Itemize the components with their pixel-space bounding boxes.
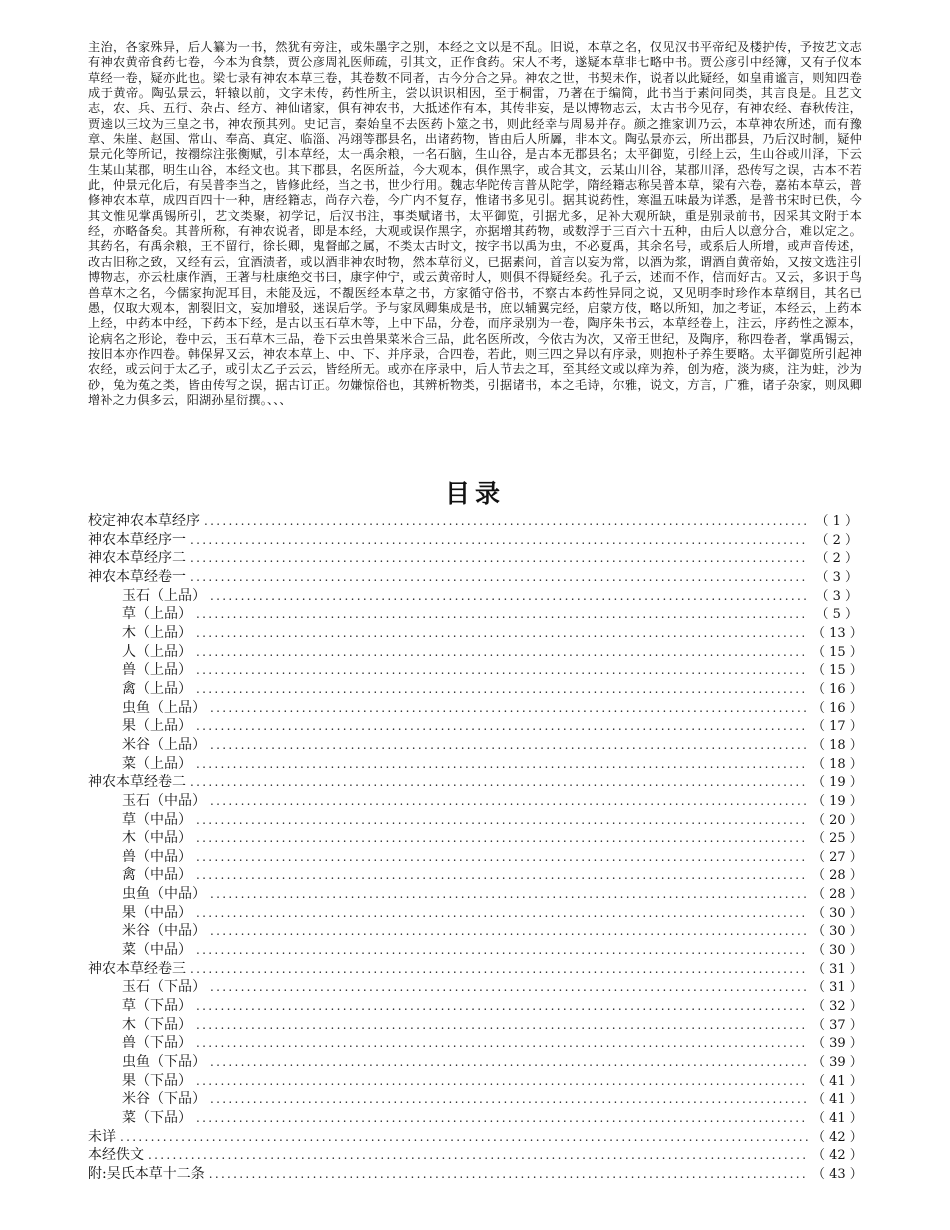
toc-dot-leader [196, 643, 808, 662]
toc-entry-title: 木（中品） [122, 830, 192, 847]
toc-entry-page: （ 5 ） [815, 607, 858, 623]
toc-dot-leader [190, 549, 808, 568]
toc-entry-title: 虫鱼（下品） [122, 1054, 206, 1071]
toc-entry[interactable] [88, 885, 863, 904]
toc-entry-title: 禽（中品） [122, 867, 192, 884]
toc-entry[interactable] [88, 643, 863, 662]
toc-entry-title: 果（中品） [122, 904, 192, 921]
toc-entry-page: （ 17 ） [812, 719, 863, 735]
toc-entry-page: （ 39 ） [812, 1036, 863, 1052]
toc-entry[interactable] [88, 922, 863, 941]
toc-dot-leader [210, 1090, 808, 1109]
toc-entry-page: （ 31 ） [812, 961, 863, 977]
toc-dot-leader [196, 1016, 808, 1035]
toc-entry-title: 兽（上品） [122, 662, 192, 679]
toc-entry-page: （ 43 ） [812, 1166, 863, 1182]
toc-dot-leader [196, 866, 808, 885]
toc-entry[interactable] [88, 512, 858, 531]
toc-entry-page: （ 27 ） [812, 849, 863, 865]
toc-entry[interactable] [88, 549, 858, 568]
toc-dot-leader [196, 680, 808, 699]
toc-entry-title: 米谷（下品） [122, 1091, 206, 1108]
toc-entry[interactable] [88, 904, 863, 923]
toc-dot-leader [210, 922, 808, 941]
toc-entry-page: （ 42 ） [812, 1148, 863, 1164]
toc-entry-title: 木（下品） [122, 1016, 192, 1033]
toc-entry-page: （ 41 ） [812, 1111, 863, 1126]
toc-dot-leader [190, 960, 808, 979]
toc-entry-page: （ 32 ） [812, 999, 863, 1015]
toc-entry-title: 米谷（上品） [122, 736, 206, 753]
toc-dot-leader [148, 1146, 808, 1165]
toc-entry-title: 兽（下品） [122, 1035, 192, 1052]
toc-entry-page: （ 2 ） [815, 532, 858, 548]
toc-entry-page: （ 20 ） [812, 812, 863, 828]
toc-entry[interactable] [88, 941, 863, 960]
toc-entry-page: （ 13 ） [812, 625, 863, 641]
toc-entry-title: 玉石（中品） [122, 792, 206, 809]
toc-dot-leader [210, 978, 808, 997]
toc-entry-page: （ 18 ） [812, 737, 863, 753]
toc-entry[interactable] [88, 531, 858, 550]
toc-entry[interactable] [88, 1128, 863, 1147]
toc-entry-title: 神农本草经卷一 [88, 568, 186, 585]
toc-entry[interactable] [88, 792, 863, 811]
toc-dot-leader [196, 717, 808, 736]
toc-entry-page: （ 30 ） [812, 943, 863, 959]
toc-entry[interactable] [88, 848, 863, 867]
toc-dot-leader [196, 829, 808, 848]
table-of-contents [88, 512, 863, 1184]
toc-entry[interactable] [88, 960, 863, 979]
toc-dot-leader [204, 512, 808, 531]
toc-dot-leader [196, 904, 808, 923]
toc-entry-page: （ 2 ） [815, 551, 858, 567]
toc-entry[interactable] [88, 829, 863, 848]
toc-dot-leader [196, 848, 808, 867]
toc-entry-page: （ 39 ） [812, 1055, 863, 1071]
toc-entry-page: （ 30 ） [812, 905, 863, 921]
toc-entry-page: （ 28 ） [812, 887, 863, 903]
toc-entry-page: （ 3 ） [815, 588, 858, 604]
toc-entry[interactable] [88, 699, 863, 718]
toc-entry-page: （ 37 ） [812, 1017, 863, 1033]
toc-dot-leader [196, 1109, 808, 1128]
toc-entry-title: 草（上品） [122, 606, 192, 623]
toc-entry[interactable] [88, 1109, 863, 1128]
toc-entry[interactable] [88, 978, 863, 997]
toc-entry[interactable] [88, 624, 863, 643]
toc-entry-title: 神农本草经卷三 [88, 960, 186, 977]
toc-dot-leader [190, 773, 808, 792]
toc-entry[interactable] [88, 587, 858, 606]
toc-entry-title: 兽（中品） [122, 848, 192, 865]
toc-entry-title: 玉石（下品） [122, 979, 206, 996]
toc-dot-leader [196, 755, 808, 774]
toc-entry-page: （ 15 ） [812, 644, 863, 660]
toc-entry[interactable] [88, 866, 863, 885]
toc-dot-leader [210, 792, 808, 811]
toc-entry-page: （ 28 ） [812, 868, 863, 884]
toc-entry[interactable] [88, 717, 863, 736]
toc-entry-title: 菜（中品） [122, 942, 192, 959]
toc-entry[interactable] [88, 773, 863, 792]
toc-entry-page: （ 3 ） [815, 569, 858, 585]
toc-dot-leader [210, 587, 808, 606]
toc-entry[interactable] [88, 568, 858, 587]
toc-entry-page: （ 41 ） [812, 1092, 863, 1108]
toc-entry-title: 米谷（中品） [122, 923, 206, 940]
toc-entry-page: （ 18 ） [812, 756, 863, 772]
toc-entry[interactable] [88, 997, 863, 1016]
toc-entry-title: 神农本草经序二 [88, 550, 186, 567]
toc-dot-leader [196, 997, 808, 1016]
toc-dot-leader [120, 1128, 808, 1147]
toc-entry-title: 木（上品） [122, 624, 192, 641]
toc-entry-title: 虫鱼（中品） [122, 886, 206, 903]
toc-entry-page: （ 16 ） [812, 681, 863, 697]
toc-dot-leader [196, 811, 808, 830]
toc-dot-leader [196, 624, 808, 643]
toc-entry[interactable] [88, 811, 863, 830]
toc-dot-leader [210, 1053, 808, 1072]
toc-entry-page: （ 15 ） [812, 663, 863, 679]
toc-entry-title: 草（中品） [122, 811, 192, 828]
toc-dot-leader [196, 1034, 808, 1053]
toc-dot-leader [196, 1072, 808, 1091]
toc-entry-title: 神农本草经卷二 [88, 774, 186, 791]
toc-entry-page: （ 31 ） [812, 980, 863, 996]
toc-dot-leader [196, 941, 808, 960]
toc-entry-title: 人（上品） [122, 643, 192, 660]
toc-entry[interactable] [88, 605, 858, 624]
toc-dot-leader [190, 531, 808, 550]
toc-entry[interactable] [88, 1034, 863, 1053]
preface-text: 主治，各家殊异，后人纂为一书，然犹有旁注，或朱墨字之别，本经之文以是不乱。旧说，本草之名，仅见汉书平帝纪及楼护传，予按艺文志有神农黄帝食药七卷，今本为食禁，贾公彦周礼医师疏，引其文，正作食药。宋人不考，遂疑本草非七略中书。贾公彦引中经簿，又有子仪本草经一卷，疑亦此也。梁七录有神农本草三卷，其卷数不同者，古今分合之异。神农之世，书契未作，说者以此疑经，如皇甫谧言，则知四卷成于黄帝。陶弘景云，轩辕以前，文字未传，药性所主，尝以识识相因，至于桐雷，乃著在于编简，此书当于素问同类，其言良是。且艺文志，农、兵、五行、杂占、经方、神仙诸家，俱有神农书，大抵述作有本，其传非妄，是以博物志云，太古书今见存，有神农经、春秋传注，贾逵以三坟为三皇之书，神农预其列。史记言，秦始皇不去医药卜筮之书，则此经幸与周易并存。颜之推家训乃云，本草神农所述，而有豫章、朱崖、赵国、常山、奉高、真定、临淄、冯翊等郡县名，出诸药物，皆由后人所羼，非本文。陶弘景亦云，所出郡县，乃后汉时制，疑仲景元化等所记，按禤综注张衡赋，引本草经，太一禹余粮，一名石脑，生山谷，是古本无郡县名；太平御览，引经上云，生山谷或川泽，下云生某山某郡，明生山谷，本经文也。其下郡县，名医所益，今大观本，俱作黑字，或合其文，云某山川谷，某郡川泽，恐传写之误，古本不若此，仲景元化后，有吴普李当之，皆修此经，当之书，世少行用。魏志华陀传言普从陀学，隋经籍志称吴普本草，梁有六卷，嘉祐本草云，普修神农本草，成四百四十一种，唐经籍志，尚存六卷，今广内不复存，惟诸书多见引。据其说药性，寒温五味最为详悉，是普书宋时已佚，今其文惟见掌禹锡所引，艺文类聚，初学记，后汉书注，事类赋诸书，太平御览，引据尤多，足补大观所缺，重是别录前书，因采其文附于本经，亦略备矣。其普所称，有神农说者，即是本经，大观或误作黑字，亦据增其药物，或数浮于三百六十五种，由后人以意分合，难以定之。其药名，有禹余粮，王不留行，徐长卿，鬼督邮之属，不类太古时文，按字书以禹为虫，不必夏禹，其余名号，或系后人所增，或声音传述，改古旧称之致，又经有云，宜酒渍者，或以酒非神农时物，然本草衍义，已据素问，首言以妄为常，以酒为浆，谓酒自黄帝始，又按文选注引博物志，亦云杜康作酒，王著与杜康绝交书曰，康字仲宁，或云黄帝时人，则俱不得疑经矣。孔子云，述而不作，信而好古。又云，多识于鸟兽草木之名，今儒家拘泥耳目，未能及远，不覩医经本草之书，方家循守俗书，不察古本药性异同之说，又见明李时珍作本草纲目，其名已愚，仅取大观本，割裂旧文，妄加增驳，迷误后学。予与家凤卿集成是书，庶以辅翼完经，启蒙方伎，略以所知，加之考证，本经云，上药本上经，中药本中经，下药本下经，是古以玉石草木等，上中下品，分卷，而序录别为一卷，陶序朱书云，本草经卷上，注云，序药性之源本，论病名之形论，卷中云，玉石草木三品，卷下云虫兽果菜米合三品，此名医所改，今依古为次，又帝王世纪，及陶序，称四卷者，掌禹锡云，按旧本亦作四卷。韩保昇又云，神农本草上、中、下、并序录，合四卷，若此，则三四之异以有序录，则抱朴子养生要略。太平御览所引起神农经，或云问于太乙子，或引太乙子云云，皆经所无。或亦在序录中，后人节去之耳，至其经文或以痒为养，创为疮，淡为痰，注为蛀，沙为砂，兔为菟之类，皆由传写之误，据古订正。勿嫌惊俗也，其辨析物类，引据诸书，本之毛诗，尔雅，说文，方言，广雅，诸子杂家，则凤卿增补之力俱多云，阳湖孙星衍撰。、、、 [88, 40, 862, 407]
toc-heading: 目录 [444, 479, 505, 508]
toc-entry-title: 本经佚文 [88, 1147, 144, 1164]
toc-entry[interactable] [88, 1165, 863, 1184]
toc-entry-title: 未详 [88, 1128, 116, 1145]
toc-entry-title: 校定神农本草经序 [88, 513, 200, 529]
toc-dot-leader [209, 1165, 808, 1184]
toc-entry[interactable] [88, 736, 863, 755]
toc-entry[interactable] [88, 1053, 863, 1072]
toc-entry-title: 禽（上品） [122, 680, 192, 697]
toc-entry-page: （ 1 ） [815, 514, 858, 529]
toc-entry[interactable] [88, 661, 863, 680]
toc-dot-leader [210, 885, 808, 904]
toc-entry[interactable] [88, 755, 863, 774]
toc-entry-title: 果（下品） [122, 1072, 192, 1089]
toc-entry-page: （ 30 ） [812, 924, 863, 940]
toc-entry-page: （ 19 ） [812, 793, 863, 809]
toc-entry-page: （ 42 ） [812, 1129, 863, 1145]
toc-entry[interactable] [88, 680, 863, 699]
toc-entry-title: 菜（下品） [122, 1110, 192, 1126]
toc-entry-title: 神农本草经序一 [88, 531, 186, 548]
toc-entry-page: （ 16 ） [812, 700, 863, 716]
toc-entry-title: 草（下品） [122, 998, 192, 1015]
toc-dot-leader [210, 699, 808, 718]
toc-entry-title: 虫鱼（上品） [122, 699, 206, 716]
toc-entry[interactable] [88, 1146, 863, 1165]
toc-entry[interactable] [88, 1016, 863, 1035]
toc-entry-title: 果（上品） [122, 718, 192, 735]
toc-entry[interactable] [88, 1072, 863, 1091]
toc-entry-page: （ 41 ） [812, 1073, 863, 1089]
toc-entry-page: （ 19 ） [812, 775, 863, 791]
toc-dot-leader [210, 736, 808, 755]
toc-entry-title: 菜（上品） [122, 755, 192, 772]
toc-entry-title: 玉石（上品） [122, 587, 206, 604]
toc-dot-leader [196, 605, 808, 624]
toc-entry[interactable] [88, 1090, 863, 1109]
toc-entry-title: 附:吴氏本草十二条 [88, 1165, 205, 1182]
toc-dot-leader [196, 661, 808, 680]
toc-dot-leader [190, 568, 808, 587]
toc-entry-page: （ 25 ） [812, 831, 863, 847]
